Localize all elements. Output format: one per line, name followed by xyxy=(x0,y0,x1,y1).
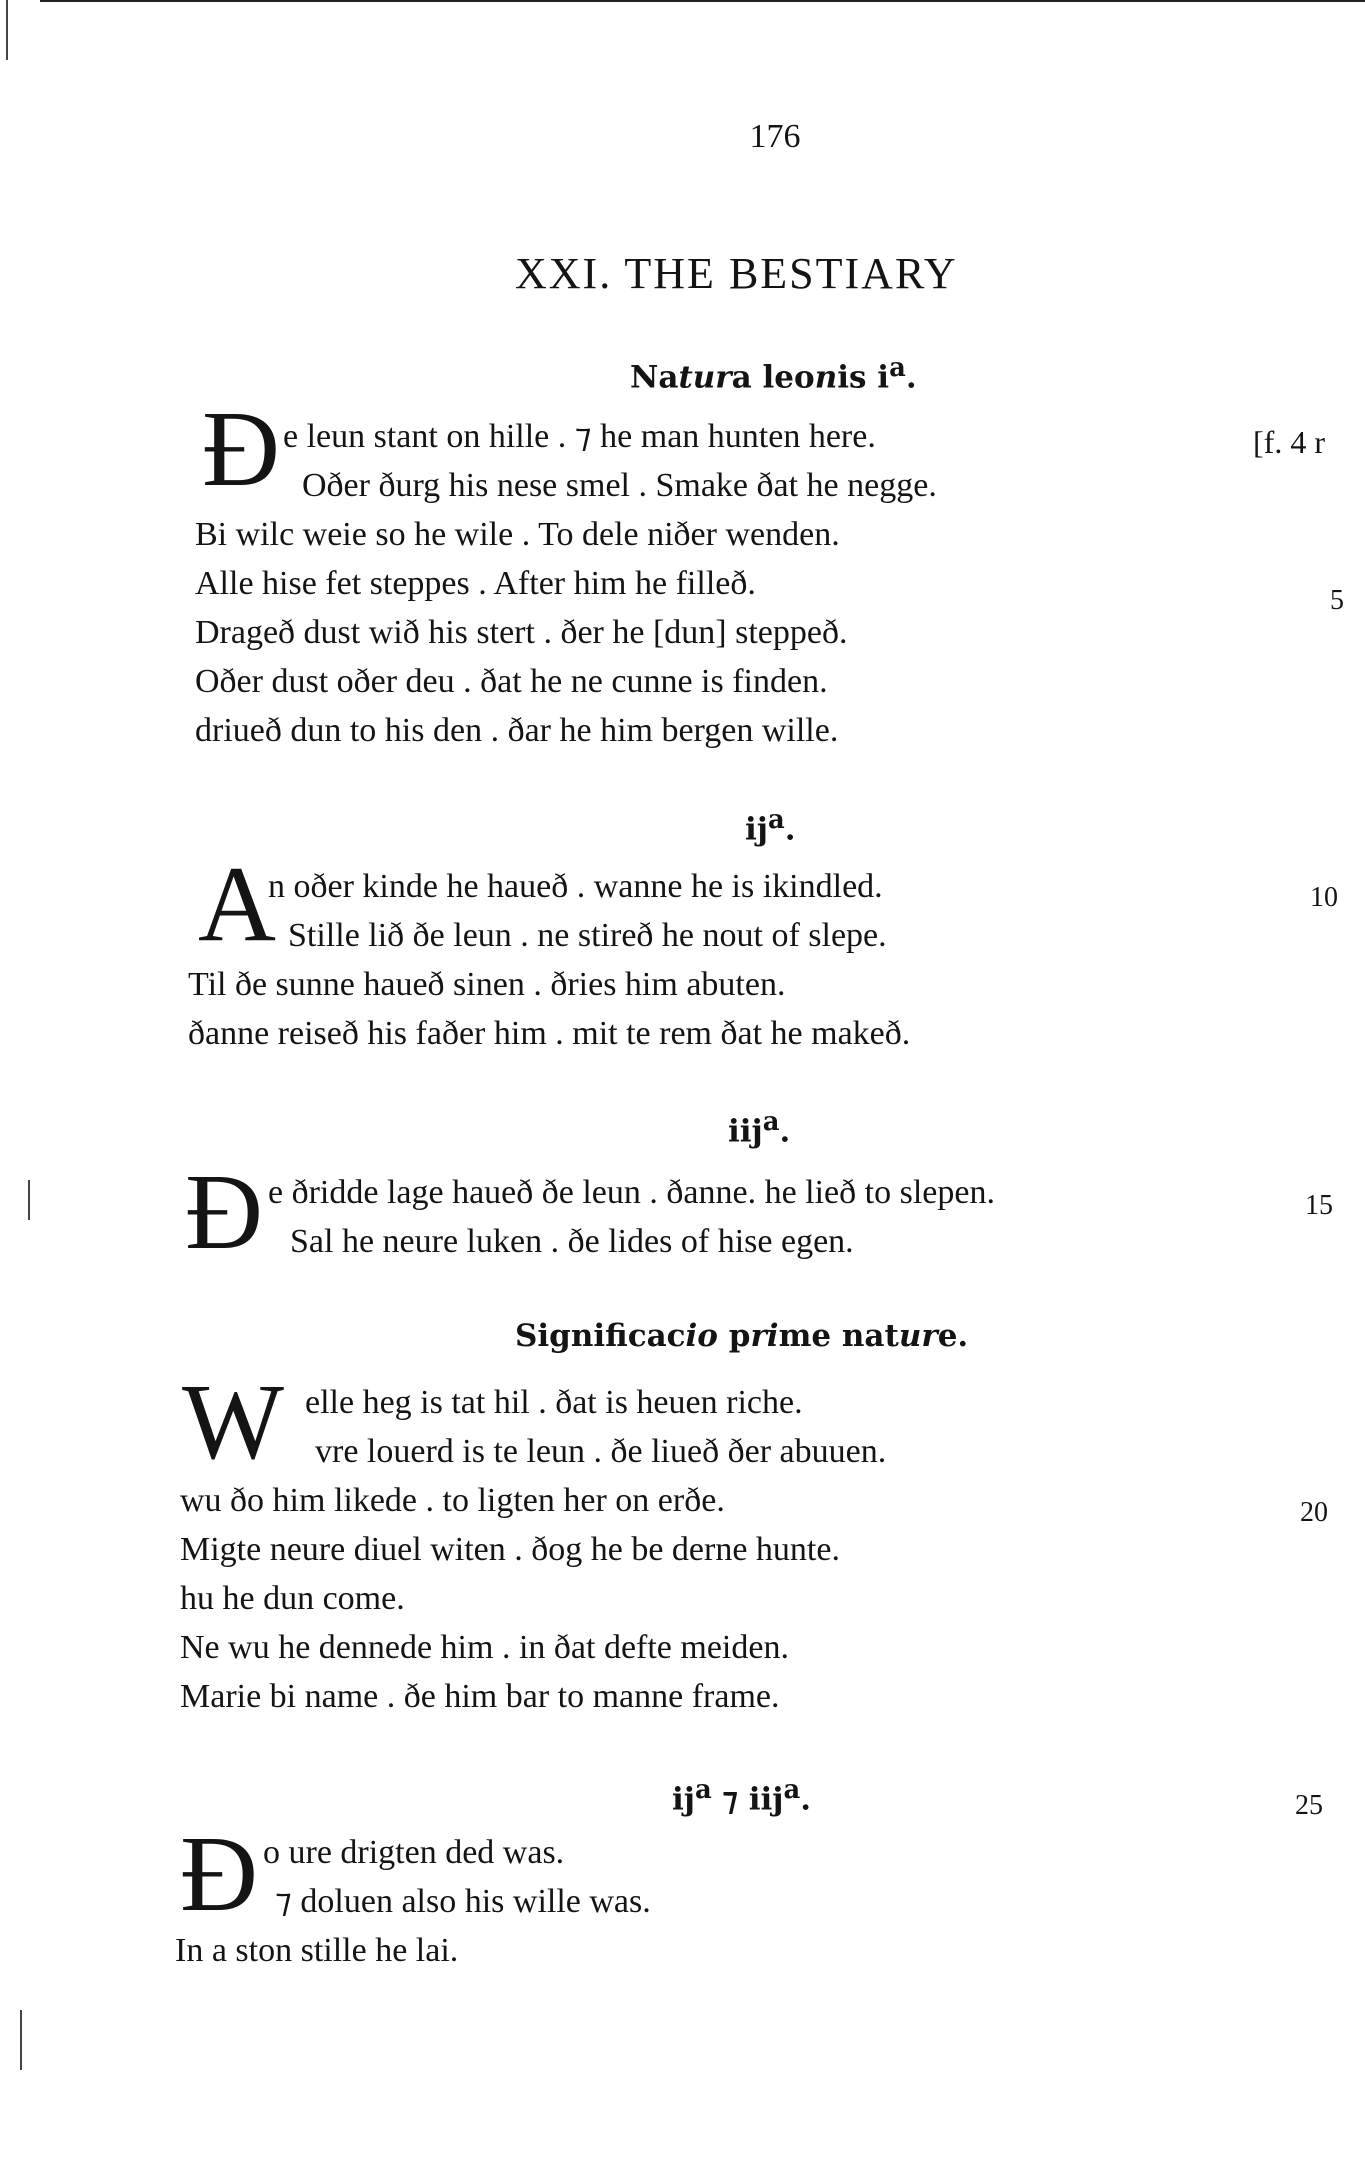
line-number: 25 xyxy=(1295,1790,1323,1821)
verse-block xyxy=(175,1828,651,1975)
verse-line: Sal he neure luken . ðe lides of hise egen. xyxy=(290,1223,854,1260)
page-number: 176 xyxy=(749,118,801,155)
drop-initial: A xyxy=(198,845,276,964)
line-number: 5 xyxy=(1330,585,1344,616)
verse-block xyxy=(180,1378,886,1721)
section-heading: Natura leonis $i^a$. xyxy=(630,353,917,396)
verse-line: ⁊ doluen also his wille was. xyxy=(275,1883,651,1920)
verse-block xyxy=(188,862,910,1058)
line-number: 20 xyxy=(1300,1497,1328,1528)
verse-line: o ure drigten ded was. xyxy=(263,1834,565,1871)
top-rule xyxy=(40,0,1365,2)
drop-initial: Ð xyxy=(185,1153,263,1272)
line-number: 15 xyxy=(1305,1190,1333,1221)
verse-line: Stille lið ðe leun . ne stireð he nout of slepe. xyxy=(288,917,887,954)
section-heading: $ij^a$ ⁊ iij$^a$. xyxy=(672,1775,812,1818)
line-number: 10 xyxy=(1310,882,1338,913)
verse-line: wu ðo him likede . to ligten her on erðe. xyxy=(180,1482,725,1519)
verse-line: Bi wilc weie so he wile . To dele niðer wenden. xyxy=(195,516,840,553)
verse-line: n oðer kinde he haueð . wanne he is ikindled. xyxy=(268,868,883,905)
verse-line: driueð dun to his den . ðar he him bergen wille. xyxy=(195,712,839,749)
gutter-mark xyxy=(28,1180,30,1220)
verse-line: Oðer dust oðer deu . ðat he ne cunne is finden. xyxy=(195,663,828,700)
verse-line: Ne wu he dennede him . in ðat defte meiden. xyxy=(180,1629,789,1666)
verse-line: Marie bi name . ðe him bar to manne frame. xyxy=(180,1678,780,1715)
gutter-mark xyxy=(6,0,8,60)
drop-initial: W xyxy=(182,1363,284,1482)
drop-initial: Ð xyxy=(180,1815,258,1934)
verse-line: Oðer ðurg his nese smel . Smake ðat he negge. xyxy=(302,467,937,504)
verse-line: elle heg is tat hil . ðat is heuen riche. xyxy=(305,1384,803,1421)
verse-line: ðanne reiseð his faðer him . mit te rem ðat he makeð. xyxy=(188,1015,911,1052)
section-heading: $ij^a$. xyxy=(745,805,796,848)
verse-block xyxy=(195,412,937,755)
verse-line: In a ston stille he lai. xyxy=(175,1932,459,1969)
section-heading: iij$^a$. xyxy=(728,1107,791,1150)
verse-line: e leun stant on hille . ⁊ he man hunten here. xyxy=(283,418,876,455)
verse-block xyxy=(180,1168,995,1266)
verse-line: Til ðe sunne haueð sinen . ðries him abuten. xyxy=(188,966,786,1003)
chapter-title: XXI. THE BESTIARY xyxy=(515,249,958,298)
verse-line: e ðridde lage haueð ðe leun . ðanne. he lieð to slepen. xyxy=(268,1174,995,1211)
verse-line: hu he dun come. xyxy=(180,1580,405,1617)
folio-reference: [f. 4 r xyxy=(1253,424,1325,460)
verse-line: Migte neure diuel witen . ðog he be derne hunte. xyxy=(180,1531,840,1568)
section-heading: Significacio prime nature. xyxy=(515,1318,969,1354)
gutter-mark xyxy=(20,2010,22,2070)
verse-line: Drageð dust wið his stert . ðer he [dun] steppeð. xyxy=(195,614,848,651)
verse-line: Alle hise fet steppes . After him he filleð. xyxy=(195,565,756,602)
verse-line: vre louerd is te leun . ðe liueð ðer abuuen. xyxy=(315,1433,887,1470)
drop-initial: Ð xyxy=(202,390,280,509)
